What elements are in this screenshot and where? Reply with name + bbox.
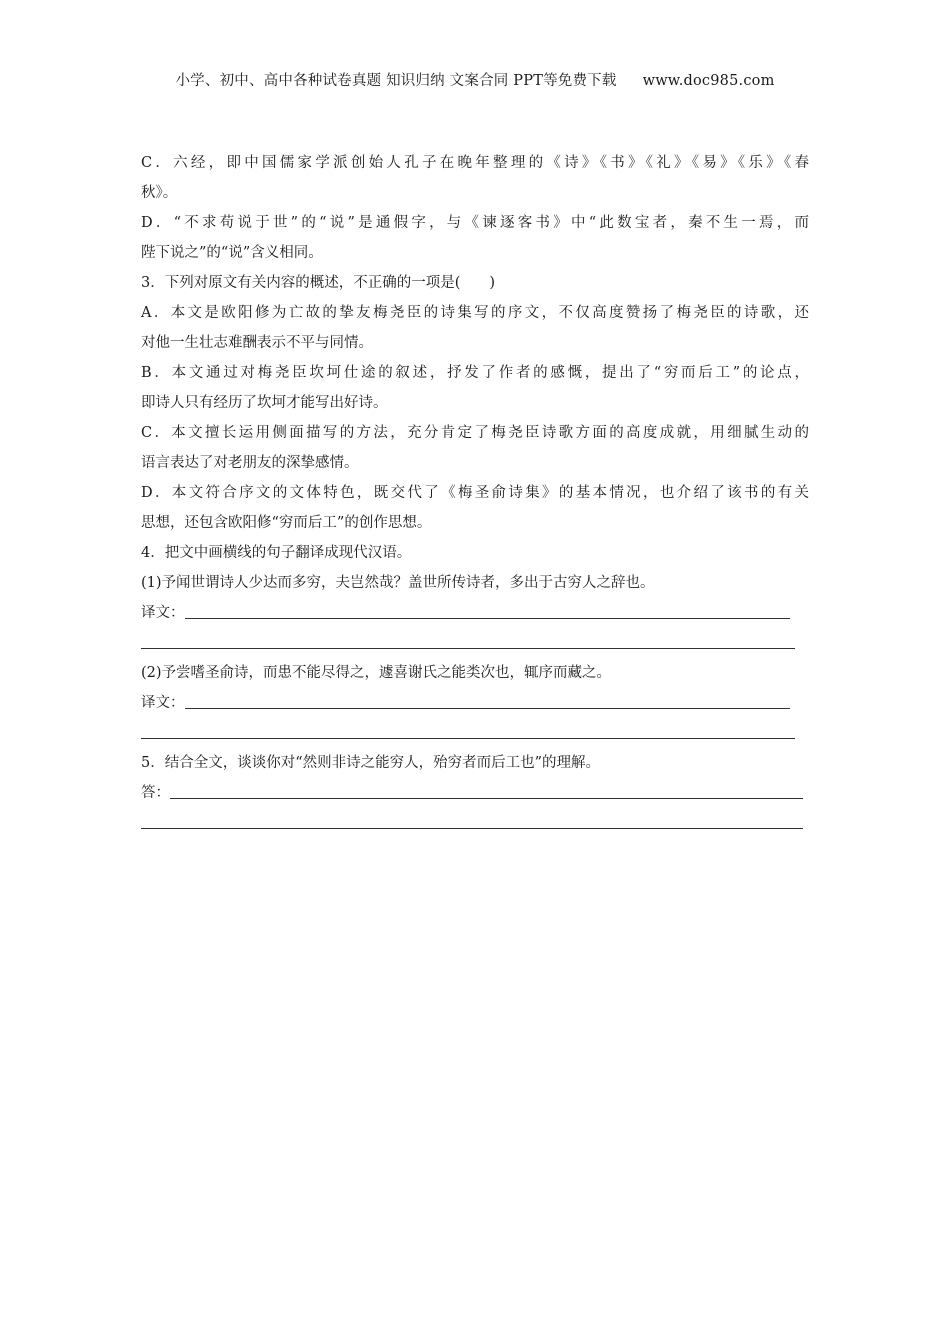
q3-option-b-line1: B．本文通过对梅尧臣坎坷仕途的叙述，抒发了作者的感慨，提出了“穷而后工”的论点， bbox=[141, 365, 809, 381]
q2-option-d-line1: D．“不求苟说于世”的“说”是通假字，与《谏逐客书》中“此数宝者，秦不生一焉，而 bbox=[141, 215, 809, 231]
header-text: 小学、初中、高中各种试卷真题 知识归纳 文案合同 PPT等免费下载 bbox=[175, 73, 617, 89]
q2-option-d-line2: 陛下说之”的“说”含义相同。 bbox=[141, 245, 323, 261]
answer-line[interactable] bbox=[141, 648, 795, 649]
document-body bbox=[141, 148, 809, 838]
q4-sentence-1: (1)予闻世谓诗人少达而多穷，夫岂然哉？盖世所传诗者，多出于古穷人之辞也。 bbox=[141, 575, 655, 591]
answer-line[interactable] bbox=[141, 828, 803, 829]
answer-line[interactable] bbox=[170, 798, 803, 799]
q3-option-c-line1: C．本文擅长运用侧面描写的方法，充分肯定了梅尧臣诗歌方面的高度成就，用细腻生动的 bbox=[141, 425, 809, 441]
q4-answer-row-1 bbox=[141, 598, 809, 628]
q4-sentence-2: (2)予尝嗜圣俞诗，而患不能尽得之，遽喜谢氏之能类次也，辄序而藏之。 bbox=[141, 665, 612, 681]
q2-option-c-line2: 秋》。 bbox=[141, 185, 178, 201]
q5-answer-row-1 bbox=[141, 778, 809, 808]
q5-stem: 5．结合全文，谈谈你对“然则非诗之能穷人，殆穷者而后工也”的理解。 bbox=[141, 755, 601, 771]
q3-option-d-line2: 思想，还包含欧阳修“穷而后工”的创作思想。 bbox=[141, 515, 432, 531]
answer-line[interactable] bbox=[185, 708, 790, 709]
answer-line[interactable] bbox=[141, 738, 795, 739]
q4-answer-label-1: 译文： bbox=[141, 605, 185, 621]
q3-option-d-line1: D．本文符合序文的文体特色，既交代了《梅圣俞诗集》的基本情况，也介绍了该书的有关 bbox=[141, 485, 809, 501]
q4-answer-row-1b bbox=[141, 628, 809, 658]
q3-option-c-line2: 语言表达了对老朋友的深挚感情。 bbox=[141, 455, 359, 471]
q2-option-c-line1: C．六经，即中国儒家学派创始人孔子在晚年整理的《诗》《书》《礼》《易》《乐》《春 bbox=[141, 155, 809, 171]
q3-option-b-line2: 即诗人只有经历了坎坷才能写出好诗。 bbox=[141, 395, 388, 411]
page-header bbox=[0, 69, 950, 90]
q3-option-a-line1: A．本文是欧阳修为亡故的挚友梅尧臣的诗集写的序文，不仅高度赞扬了梅尧臣的诗歌，还 bbox=[141, 305, 809, 321]
q5-answer-row-2 bbox=[141, 808, 809, 838]
answer-line[interactable] bbox=[185, 618, 790, 619]
q3-option-a-line2: 对他一生壮志难酬表示不平与同情。 bbox=[141, 335, 373, 351]
q4-stem: 4．把文中画横线的句子翻译成现代汉语。 bbox=[141, 545, 412, 561]
q4-answer-label-2: 译文： bbox=[141, 695, 185, 711]
q5-answer-label: 答： bbox=[141, 785, 170, 801]
q4-answer-row-2b bbox=[141, 718, 809, 748]
q3-stem: 3．下列对原文有关内容的概述，不正确的一项是( ) bbox=[141, 275, 496, 291]
header-website: www.doc985.com bbox=[642, 73, 775, 89]
q4-answer-row-2 bbox=[141, 688, 809, 718]
